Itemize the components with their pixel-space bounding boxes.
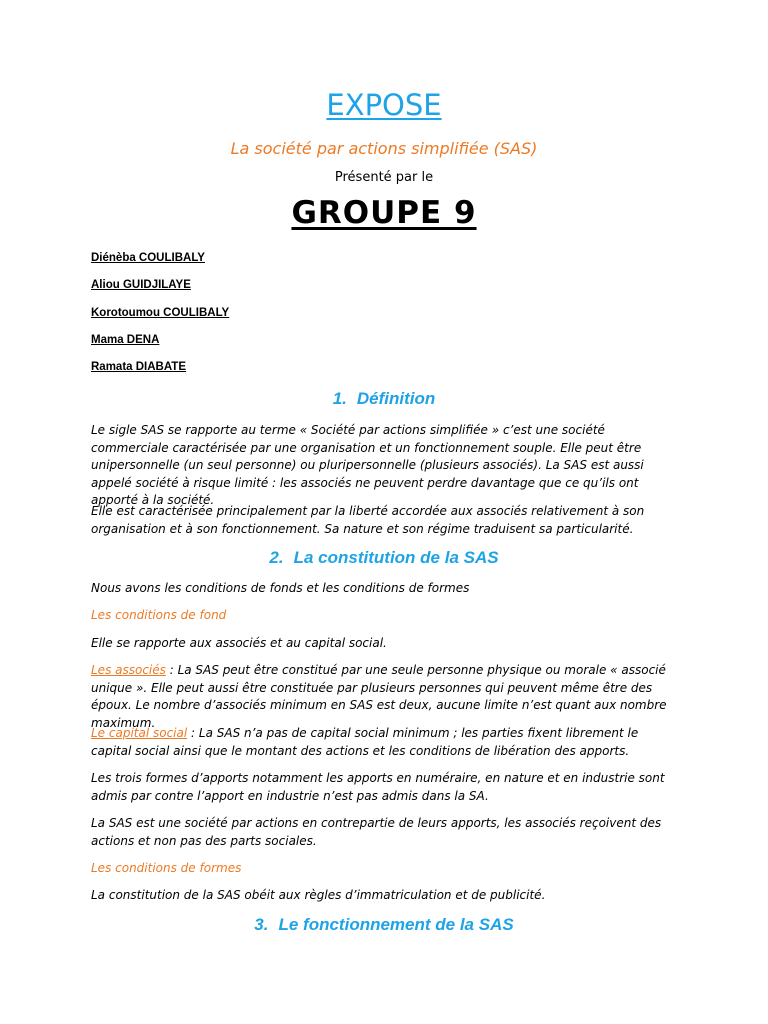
document-title: EXPOSE bbox=[326, 88, 442, 122]
associes-paragraph bbox=[91, 662, 681, 732]
section-number: 3. bbox=[254, 915, 269, 934]
section-number: 2. bbox=[269, 548, 284, 567]
section-title: Le fonctionnement de la SAS bbox=[278, 915, 514, 934]
member-name: Ramata DIABATE bbox=[91, 361, 186, 374]
section-heading-constitution bbox=[0, 548, 768, 568]
capital-text: : La SAS n’a pas de capital social minimum ; les parties fixent librement le capital social ainsi que le montant des actions et les conditions de libération des apports. bbox=[91, 726, 639, 758]
group-title: GROUPE 9 bbox=[291, 195, 477, 231]
capital-label: Le capital social bbox=[91, 726, 188, 740]
member-name: Korotoumou COULIBALY bbox=[91, 306, 230, 319]
member-name: Diénèba COULIBALY bbox=[91, 252, 205, 264]
contrepartie-paragraph: La SAS est une société par actions en contrepartie de leurs apports, les associés reçoivent des actions et non pas des parts sociales. bbox=[91, 816, 662, 848]
definition-paragraph-2: Elle est caractérisée principalement par la liberté accordée aux associés relativement à son organisation et à son fonctionnement. Sa nature et son régime traduisent sa particularité. bbox=[91, 504, 645, 536]
formes-heading: Les conditions de formes bbox=[91, 861, 242, 875]
presented-by-text: Présenté par le bbox=[334, 170, 434, 185]
associes-text: : La SAS peut être constitué par une seule personne physique ou morale « associé unique ». Elle peut aussi être constituée par plusieurs personnes qui peuvent même être des époux. Le nombre d’associés minimum en SAS est deux, aucune limite n’est quant aux nombre maximum. bbox=[91, 663, 667, 730]
section-number: 1. bbox=[332, 389, 347, 408]
capital-paragraph bbox=[91, 725, 681, 760]
fond-intro: Elle se rapporte aux associés et au capital social. bbox=[91, 636, 387, 650]
section-title: Définition bbox=[356, 389, 436, 408]
member-list bbox=[91, 251, 229, 387]
constitution-intro: Nous avons les conditions de fonds et les conditions de formes bbox=[91, 581, 470, 595]
member-name: Aliou GUIDJILAYE bbox=[91, 279, 191, 292]
section-heading-definition bbox=[0, 389, 768, 409]
member-name: Mama DENA bbox=[91, 333, 160, 346]
formes-paragraph: La constitution de la SAS obéit aux règles d’immatriculation et de publicité. bbox=[91, 888, 546, 902]
fond-heading: Les conditions de fond bbox=[91, 608, 227, 622]
section-heading-fonctionnement bbox=[0, 915, 768, 935]
associes-label: Les associés bbox=[91, 663, 166, 677]
apports-paragraph: Les trois formes d’apports notamment les apports en numéraire, en nature et en industrie sont admis par contre l’apport en industrie n’est pas admis dans la SA. bbox=[91, 771, 665, 803]
section-title: La constitution de la SAS bbox=[293, 548, 499, 567]
document-subtitle: La société par actions simplifiée (SAS) bbox=[230, 139, 538, 158]
definition-paragraph-1: Le sigle SAS se rapporte au terme « Société par actions simplifiée » c’est une société commerciale caractérisée par une organisation et un fonctionnement souple. Elle peut être unipersonnelle (un seul personne) ou pluripersonnelle (plusieurs associés). La SAS est aussi appelé société à risque limité : les associés ne peuvent perdre davantage que ce qu’ils ont apporté à la société. bbox=[91, 423, 644, 507]
